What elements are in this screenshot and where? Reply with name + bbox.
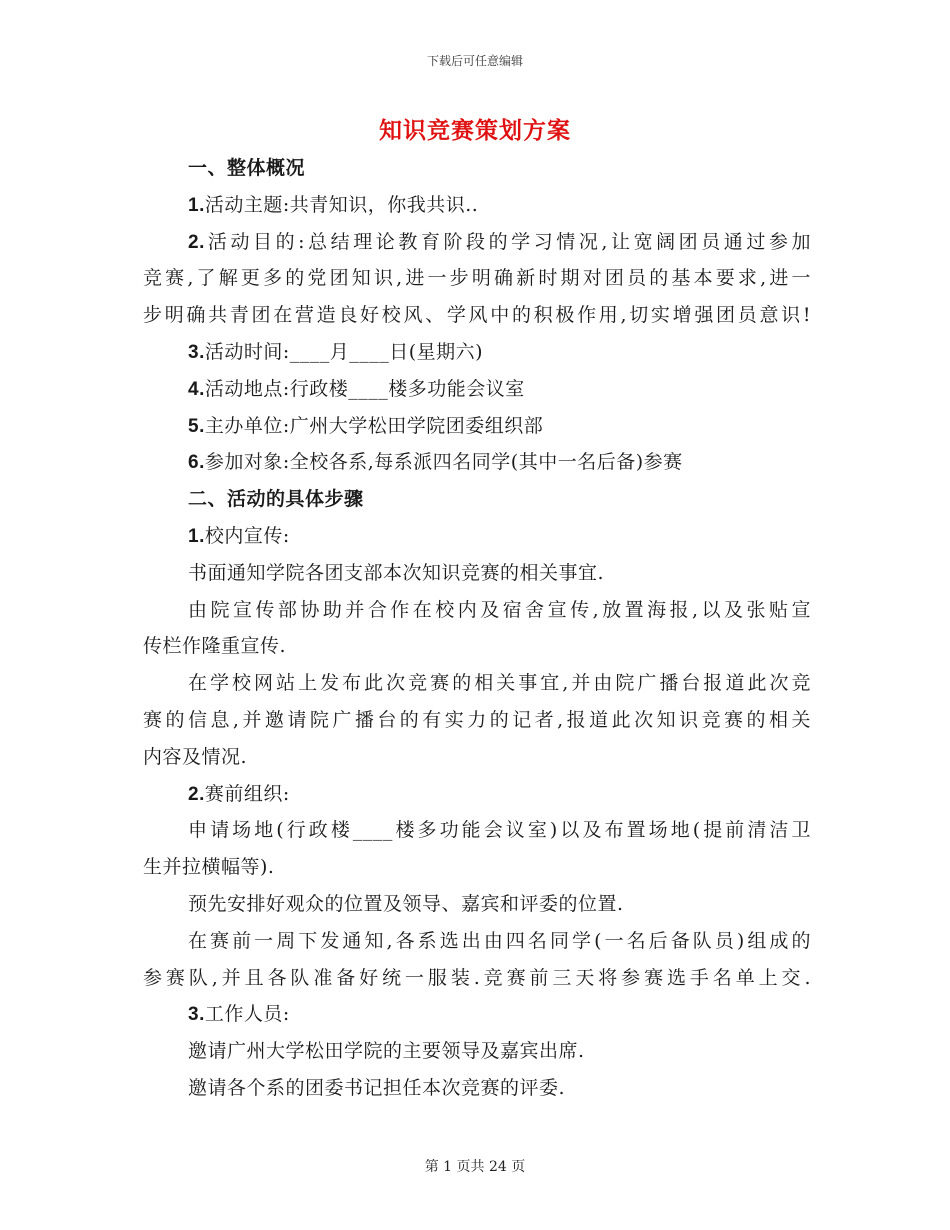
body-line: 邀请广州大学松田学院的主要领导及嘉宾出席. — [188, 1040, 585, 1063]
body-line: 在赛前一周下发通知,各系选出由四名同学(一名后备队员)组成的 — [188, 929, 811, 952]
body-line: 在学校网站上发布此次竞赛的相关事宜,并由院广播台报道此次竞 — [188, 672, 811, 695]
body-line: 预先安排好观众的位置及领导、嘉宾和评委的位置. — [188, 892, 624, 915]
list-number: 1. — [188, 194, 205, 216]
body-line: 2.赛前组织: — [188, 782, 290, 805]
list-number: 2. — [188, 783, 205, 805]
body-line: 5.主办单位:广州大学松田学院团委组织部 — [188, 414, 544, 437]
body-line: 6.参加对象:全校各系,每系派四名同学(其中一名后备)参赛 — [188, 451, 683, 474]
list-number: 3. — [188, 341, 205, 363]
list-number: 2. — [188, 231, 205, 253]
body-line: 步明确共青团在营造良好校风、学风中的积极作用,切实增强团员意识! — [143, 304, 811, 327]
list-number: 4. — [188, 378, 205, 400]
body-line: 3.活动时间:____月____日(星期六) — [188, 340, 484, 363]
list-number: 6. — [188, 452, 205, 474]
body-line: 3.工作人员: — [188, 1003, 290, 1026]
body-line: 传栏作隆重宣传. — [143, 635, 287, 658]
document-title: 知识竞赛策划方案 — [379, 117, 571, 144]
body-line: 生并拉横幅等). — [143, 856, 275, 879]
page-footer: 第 1 页共 24 页 — [424, 1159, 526, 1175]
section-heading: 二、活动的具体步骤 — [188, 488, 364, 511]
body-line: 赛的信息,并邀请院广播台的有实力的记者,报道此次知识竞赛的相关 — [143, 708, 811, 731]
body-line: 竞赛,了解更多的党团知识,进一步明确新时期对团员的基本要求,进一 — [143, 267, 811, 290]
body-line: 邀请各个系的团委书记担任本次竞赛的评委. — [188, 1076, 566, 1099]
body-line: 4.活动地点:行政楼____楼多功能会议室 — [188, 377, 525, 400]
list-number: 1. — [188, 525, 205, 547]
header-note: 下载后可任意编辑 — [426, 54, 523, 68]
document-body — [143, 150, 811, 1107]
body-line: 1.活动主题:共青知识，你我共识.. — [188, 193, 479, 216]
body-line: 参赛队,并且各队准备好统一服装.竞赛前三天将参赛选手名单上交. — [143, 966, 811, 989]
body-line: 书面通知学院各团支部本次知识竞赛的相关事宜. — [188, 561, 605, 584]
list-number: 5. — [188, 415, 205, 437]
section-heading: 一、整体概况 — [188, 157, 306, 179]
body-line: 由院宣传部协助并合作在校内及宿舍宣传,放置海报,以及张贴宣 — [188, 598, 811, 621]
body-line: 2.活动目的:总结理论教育阶段的学习情况,让宽阔团员通过参加 — [188, 230, 811, 253]
list-number: 3. — [188, 1004, 205, 1026]
body-line: 内容及情况. — [143, 745, 248, 768]
body-line: 申请场地(行政楼____楼多功能会议室)以及布置场地(提前清洁卫 — [188, 819, 811, 842]
body-line: 1.校内宣传: — [188, 524, 290, 547]
